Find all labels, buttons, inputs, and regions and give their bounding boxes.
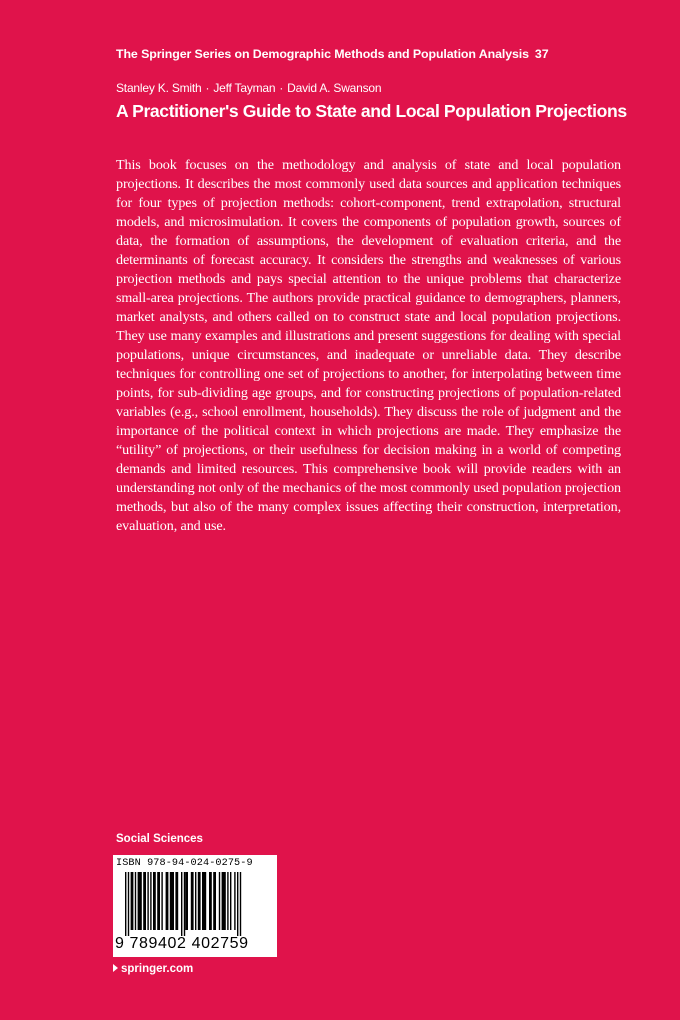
author-name: Stanley K. Smith [116,81,202,95]
author-separator: · [205,81,210,95]
author-name: Jeff Tayman [213,81,276,95]
series-name: The Springer Series on Demographic Methods and Population Analysis [116,47,529,61]
isbn-label: ISBN 978-94-024-0275-9 [116,858,253,869]
barcode-bar [240,872,241,936]
subject-category: Social Sciences [116,833,203,845]
barcode-bar [195,872,196,930]
barcode-bar [157,872,160,930]
barcode-bar [230,872,231,930]
barcode-panel [113,855,277,957]
barcode-bar [185,872,188,930]
book-title: A Practitioner's Guide to State and Local Population Projections [116,101,627,121]
barcode-bar [198,872,201,930]
barcode-bar [202,872,206,930]
author-list [116,81,381,95]
barcode-bar [147,872,148,930]
author-name: David A. Swanson [287,81,382,95]
barcode-bar [153,872,156,930]
series-number: 37 [534,47,549,61]
barcode-bar [125,872,126,936]
barcode-bar [135,872,136,930]
barcode-bar [166,872,169,930]
barcode-bar [181,872,182,936]
barcode-bar [143,872,146,930]
barcode-bar [191,872,194,930]
barcode-bar [237,872,238,936]
barcode-bars [121,872,271,936]
publisher-website[interactable] [113,963,193,975]
barcode-bar [150,872,151,930]
barcode-bar [138,872,142,930]
barcode-bar [131,872,134,930]
barcode-bar [219,872,220,930]
barcode-bar [234,872,235,930]
triangle-arrow-icon [113,964,118,972]
series-heading [116,47,549,61]
barcode-bar [222,872,226,930]
barcode-bar [184,872,185,936]
barcode-bar [175,872,178,930]
author-separator: · [279,81,284,95]
barcode-bar [161,872,162,930]
barcode-bar [227,872,228,930]
barcode-bar [209,872,212,930]
barcode-bar [213,872,216,930]
barcode-bar [128,872,129,936]
book-description: This book focuses on the methodology and analysis of state and local population projections. It describes the most commonly used data sources and application techniques for four types of projection methods: cohort-component, trend extrapolation, structural models, and microsimulation. It covers the components of population growth, sources of data, the formation of assumptions, the development of evaluation criteria, and the determinants of forecast accuracy. It considers the strengths and weaknesses of various projection methods and pays special attention to the unique problems that characterize small-area projections. The authors provide practical guidance to demographers, planners, market analysts, and others called on to construct state and local population projections. They use many examples and illustrations and present suggestions for dealing with special populations, unique circumstances, and inadequate or unreliable data. They describe techniques for controlling one set of projections to another, for interpolating between time points, for sub-dividing age groups, and for constructing projections of population-related variables (e.g., school enrollment, households). They discuss the role of judgment and the importance of the political context in which projections are made. They emphasize the “utility” of projections, or their usefulness for decision making in a world of competing demands and limited resources. This comprehensive book will provide readers with an understanding not only of the mechanics of the most commonly used population projection methods, but also of the many complex issues affecting their construction, interpretation, evaluation, and use. [116,157,621,534]
ean-digits: 9 789402 402759 [115,935,249,952]
barcode-bar [170,872,174,930]
website-label: springer.com [121,963,194,975]
